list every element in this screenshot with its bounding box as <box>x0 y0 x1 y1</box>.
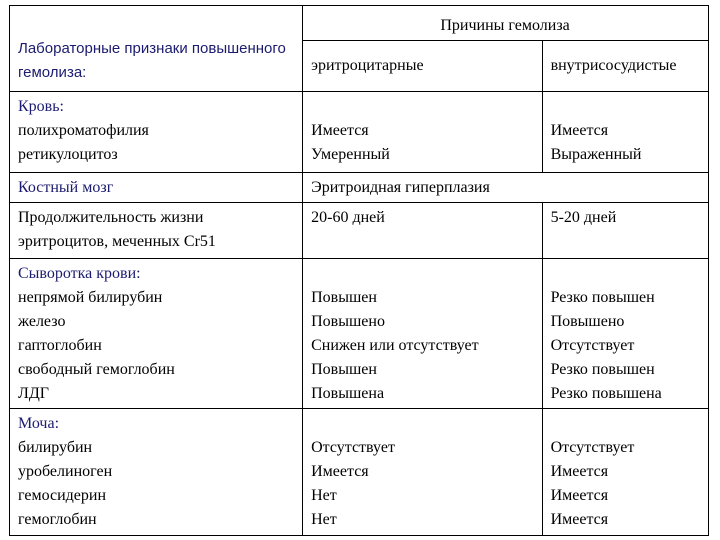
serum-label-cell <box>10 259 303 409</box>
value-text: Отсутствует <box>550 439 635 456</box>
value-text: Отсутствует <box>550 337 635 354</box>
lifespan-intravascular-cell <box>542 203 708 259</box>
value-text: Имеется <box>550 511 609 528</box>
row-header-title: Лабораторные признаки повышенного гемолиза: <box>18 40 286 81</box>
list-item: гаптоглобин <box>18 337 102 354</box>
value-text: 5-20 дней <box>550 209 617 226</box>
lifespan-label-cell <box>10 203 303 259</box>
value-text: Имеется <box>550 122 609 139</box>
list-item: гемосидерин <box>18 487 107 504</box>
list-item: уробелиноген <box>18 463 113 480</box>
list-item: свободный гемоглобин <box>18 361 175 378</box>
section-title-serum: Сыворотка крови: <box>18 265 141 282</box>
value-text: 20-60 дней <box>311 209 385 226</box>
value-text: Имеется <box>550 463 609 480</box>
section-title-blood: Кровь: <box>18 98 64 115</box>
group-title: Причины гемолиза <box>440 17 570 34</box>
blood-erythrocytic-cell <box>303 92 542 173</box>
value-text: Имеется <box>311 463 369 480</box>
value-text: Резко повышена <box>550 385 662 402</box>
table-row <box>10 173 709 203</box>
value-text: Умеренный <box>311 146 390 163</box>
urine-erythrocytic-cell <box>303 409 542 536</box>
value-text: Имеется <box>311 122 369 139</box>
marrow-label-cell <box>10 173 303 203</box>
value-text: Повышена <box>311 385 385 402</box>
serum-erythrocytic-cell <box>303 259 542 409</box>
group-header-cell <box>303 6 709 41</box>
marrow-value-cell <box>303 173 709 203</box>
table-row <box>10 6 709 41</box>
list-item: ЛДГ <box>18 385 50 402</box>
hemolysis-table <box>9 5 709 536</box>
value-text: Имеется <box>550 487 609 504</box>
table-row <box>10 259 709 409</box>
value-text: Выраженный <box>550 146 642 163</box>
col-header-erythrocytic <box>303 41 542 92</box>
value-text: Повышен <box>311 289 377 306</box>
value-text: Отсутствует <box>311 439 395 456</box>
lifespan-label: Продолжительность жизни <box>18 209 204 226</box>
row-header-cell <box>10 6 303 92</box>
col-header-label: внутрисосудистые <box>550 57 677 74</box>
value-text: Резко повышен <box>550 361 655 378</box>
list-item: железо <box>18 313 66 330</box>
value-text: Повышен <box>311 361 377 378</box>
table-row <box>10 203 709 259</box>
section-title-marrow: Костный мозг <box>18 179 114 196</box>
lifespan-label: эритроцитов, меченных Cr51 <box>18 233 216 250</box>
lifespan-erythrocytic-cell <box>303 203 542 259</box>
col-header-label: эритроцитарные <box>311 57 424 74</box>
list-item: ретикулоцитоз <box>18 146 118 163</box>
value-text: Нет <box>311 511 337 528</box>
list-item: непрямой билирубин <box>18 289 163 306</box>
blood-intravascular-cell <box>542 92 708 173</box>
list-item: полихроматофилия <box>18 122 149 139</box>
urine-label-cell <box>10 409 303 536</box>
value-text: Повышено <box>550 313 625 330</box>
section-title-urine: Моча: <box>18 415 60 432</box>
table-row <box>10 92 709 173</box>
serum-intravascular-cell <box>542 259 708 409</box>
value-text: Повышено <box>311 313 385 330</box>
list-item: гемоглобин <box>18 511 97 528</box>
table-row <box>10 409 709 536</box>
value-text: Резко повышен <box>550 289 655 306</box>
blood-label-cell <box>10 92 303 173</box>
value-text: Эритроидная гиперплазия <box>311 179 490 196</box>
urine-intravascular-cell <box>542 409 708 536</box>
col-header-intravascular <box>542 41 708 92</box>
list-item: билирубин <box>18 439 93 456</box>
value-text: Снижен или отсутствует <box>311 337 479 354</box>
value-text: Нет <box>311 487 337 504</box>
